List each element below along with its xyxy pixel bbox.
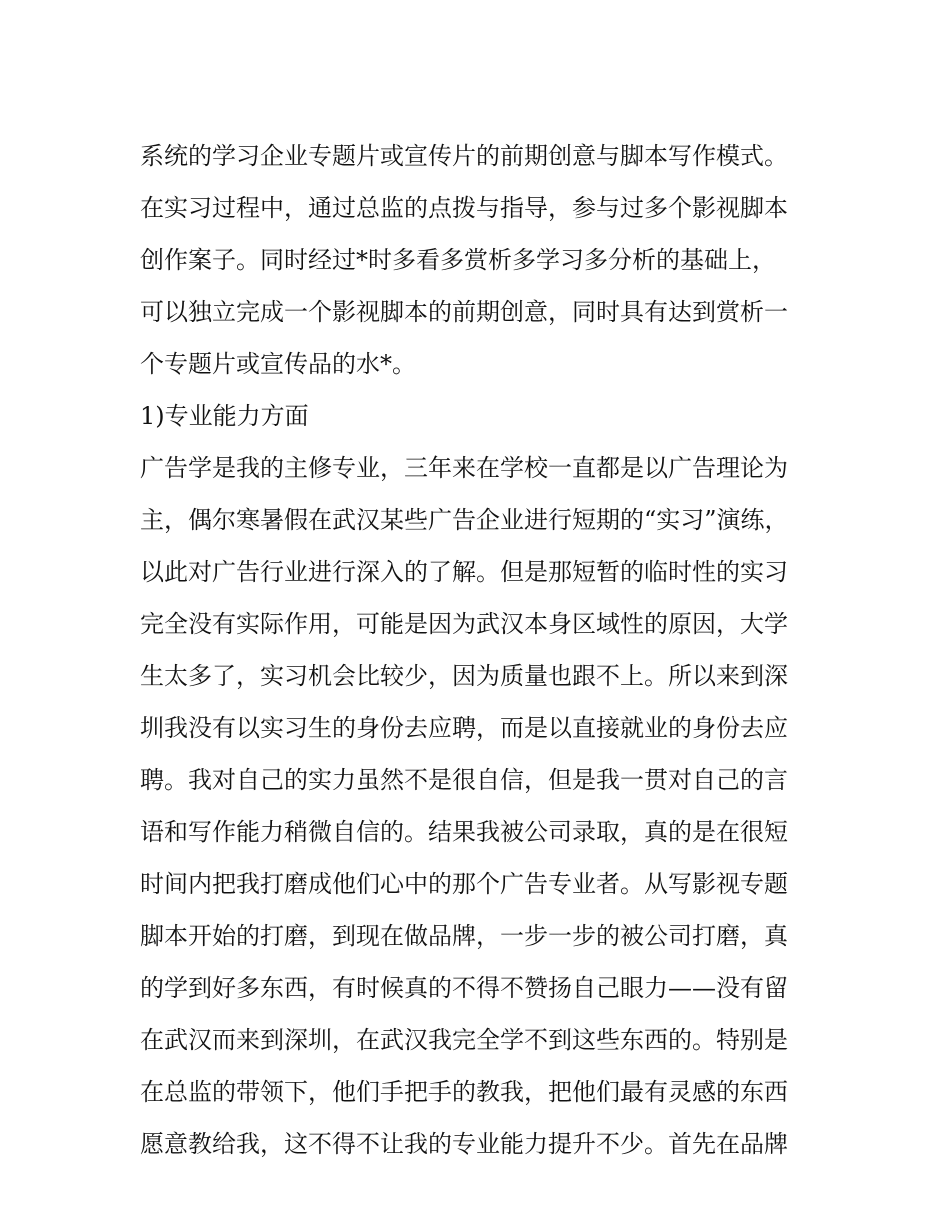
text-line: 广告学是我的主修专业，三年来在学校一直都是以广告理论为	[140, 454, 788, 482]
text-line: 在武汉而来到深圳，在武汉我完全学不到这些东西的。特别是	[140, 1026, 788, 1054]
text-line: 圳我没有以实习生的身份去应聘，而是以直接就业的身份去应	[140, 714, 788, 742]
text-line: 系统的学习企业专题片或宣传片的前期创意与脚本写作模式。	[140, 142, 788, 170]
body-text	[140, 130, 820, 1170]
text-line: 主，偶尔寒暑假在武汉某些广告企业进行短期的“实习”演练，	[140, 506, 789, 534]
text-line: 语和写作能力稍微自信的。结果我被公司录取，真的是在很短	[140, 818, 788, 846]
text-line: 可以独立完成一个影视脚本的前期创意，同时具有达到赏析一	[140, 298, 788, 326]
text-line: 时间内把我打磨成他们心中的那个广告专业者。从写影视专题	[140, 870, 788, 898]
text-line: 愿意教给我，这不得不让我的专业能力提升不少。首先在品牌	[140, 1130, 788, 1158]
section-heading: 1)专业能力方面	[140, 402, 309, 430]
text-line: 在总监的带领下，他们手把手的教我，把他们最有灵感的东西	[140, 1078, 788, 1106]
text-line: 脚本开始的打磨，到现在做品牌，一步一步的被公司打磨，真	[140, 922, 788, 950]
text-line: 以此对广告行业进行深入的了解。但是那短暂的临时性的实习	[140, 558, 788, 586]
text-line: 个专题片或宣传品的水*。	[140, 350, 416, 378]
text-line: 聘。我对自己的实力虽然不是很自信，但是我一贯对自己的言	[140, 766, 788, 794]
text-line: 的学到好多东西，有时候真的不得不赞扬自己眼力——没有留	[140, 974, 788, 1002]
text-line: 创作案子。同时经过*时多看多赏析多学习多分析的基础上，	[140, 246, 776, 274]
text-line: 在实习过程中，通过总监的点拨与指导，参与过多个影视脚本	[140, 194, 788, 222]
text-line: 生太多了，实习机会比较少，因为质量也跟不上。所以来到深	[140, 662, 788, 690]
text-line: 完全没有实际作用，可能是因为武汉本身区域性的原因，大学	[140, 610, 788, 638]
